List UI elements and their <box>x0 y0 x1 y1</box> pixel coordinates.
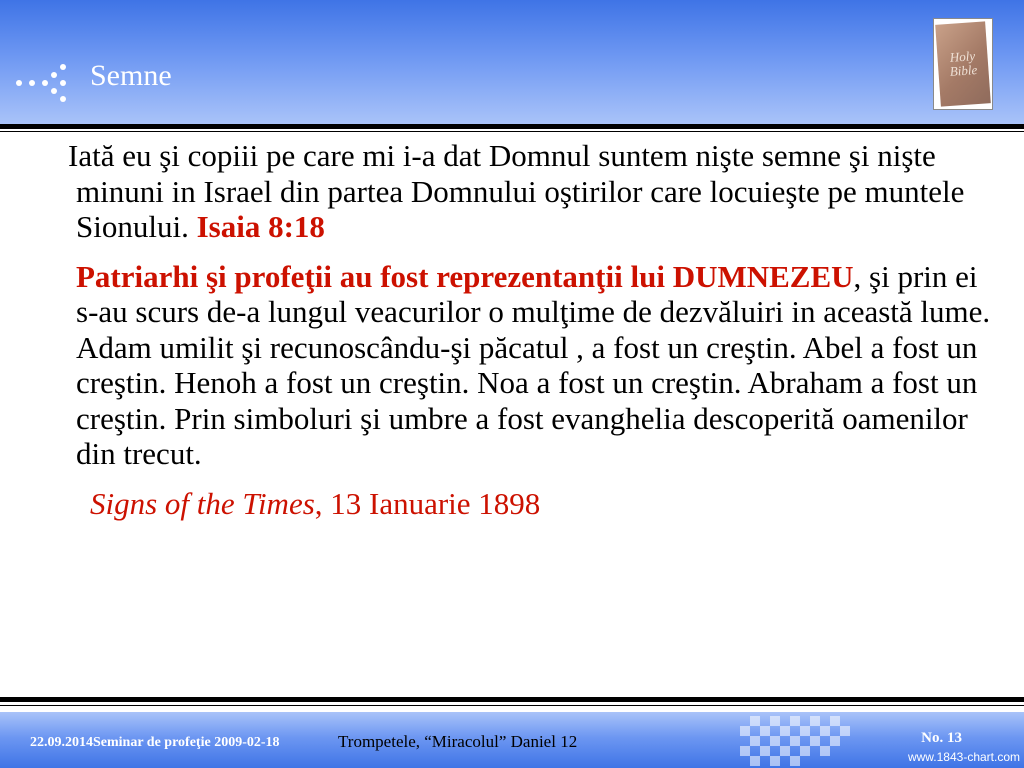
body-text: , şi prin ei s-au scurs de-a lungul veacurilor o mulţime de dezvăluiri in această lume. Adam umilit şi recunoscându-şi păcatul , a fost un creştin. Abel a fost un creştin. Henoh a fost un creştin. Noa a fost un creştin. Abraham a fost un creştin. Prin simboluri şi umbre a fost evanghelia descoperită oamenilor din trecut. <box>76 258 991 471</box>
top-divider-thin <box>0 131 1024 132</box>
top-divider <box>0 124 1024 129</box>
slide-footer <box>0 712 1024 768</box>
slide-header <box>0 0 1024 124</box>
body-paragraph <box>76 259 996 472</box>
source-date: , 13 Ianuarie 1898 <box>314 485 541 521</box>
source-title: Signs of the Times <box>90 485 315 521</box>
bottom-divider <box>0 697 1024 702</box>
checker-pattern-icon <box>740 716 890 768</box>
title-bullet-icon <box>14 64 76 102</box>
scripture-reference: Isaia 8:18 <box>196 209 325 244</box>
footer-date-label: 22.09.2014Seminar de profeţie 2009-02-18 <box>30 735 280 750</box>
page-number: No. 13 <box>921 730 962 746</box>
quote-text: Iată eu şi copiii pe care mi i-a dat Domnul suntem nişte semne şi nişte minuni in Israel din partea Domnului oştirilor care locuieşte pe muntele Sionului. <box>68 138 965 244</box>
footer-url[interactable]: www.1843-chart.com <box>907 750 1020 764</box>
source-citation <box>76 486 996 522</box>
quote-paragraph <box>68 138 996 245</box>
bible-book-icon <box>935 21 991 106</box>
footer-slide-title: Trompetele, “Miracolul” Daniel 12 <box>338 732 578 751</box>
emphasis-lead: Patriarhi şi profeţii au fost reprezentanţii lui DUMNEZEU <box>76 258 854 294</box>
logo-text: Holy Bible <box>949 48 978 79</box>
holy-bible-logo <box>933 18 993 110</box>
slide-body <box>68 138 996 521</box>
slide-title: Semne <box>90 59 172 92</box>
bottom-divider-thin <box>0 705 1024 706</box>
